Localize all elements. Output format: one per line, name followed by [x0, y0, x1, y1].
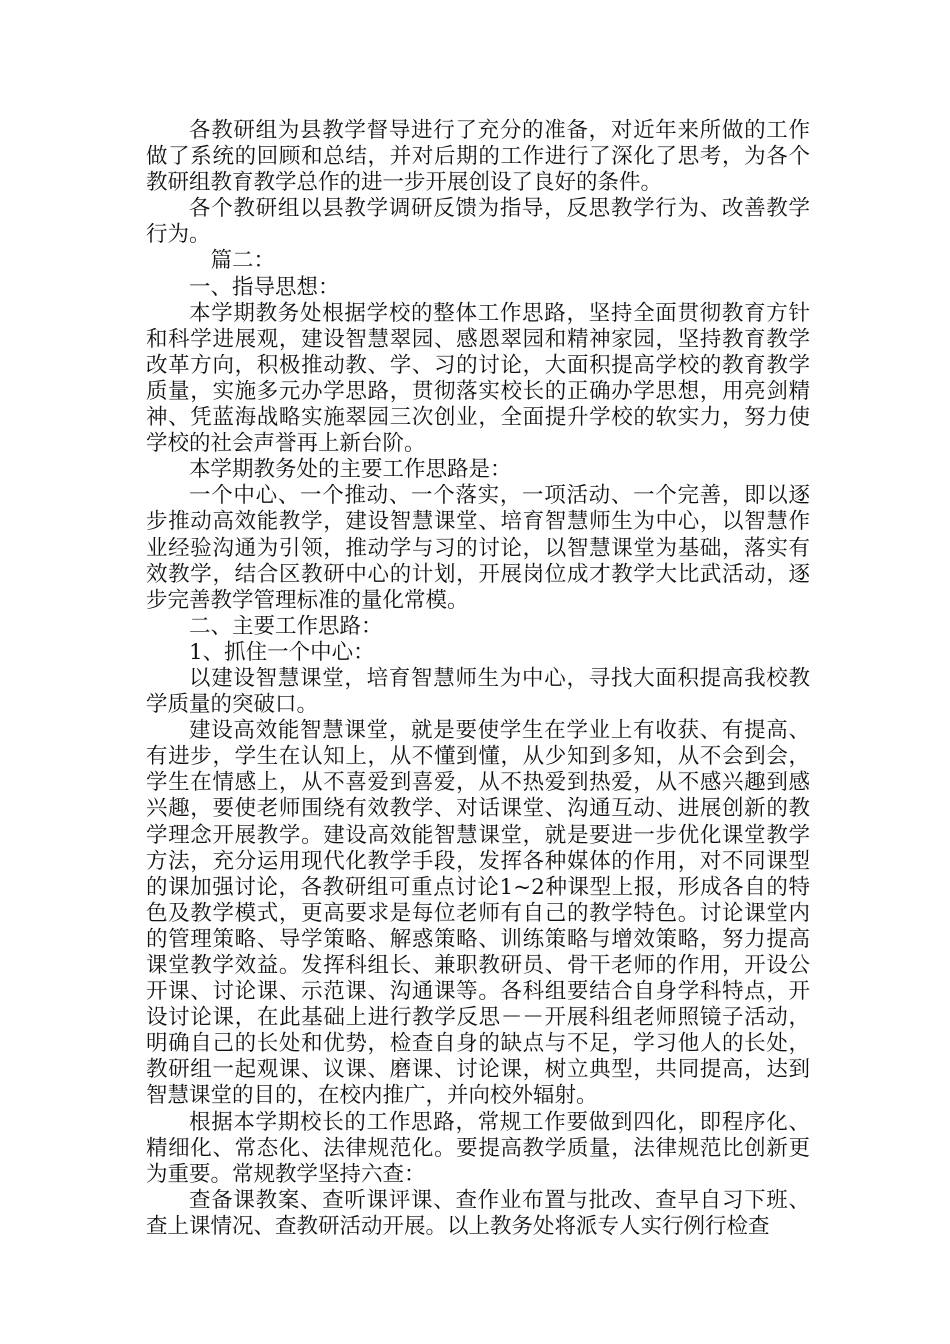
- section-title-part-two: 篇二：: [210, 248, 276, 274]
- heading-one-center: 1、抓住一个中心：: [189, 639, 375, 665]
- paragraph-one-center: 以建设智慧课堂，培育智慧师生为中心，寻找大面积提高我校教学质量的突破口。: [146, 665, 810, 718]
- paragraph-six-checks: 查备课教案、查听课评课、查作业布置与批改、查早自习下班、查上课情况、查教研活动开展。以上教务处将派专人实行例行检查: [146, 1187, 810, 1239]
- heading-guiding-thought: 一、指导思想：: [189, 274, 340, 300]
- paragraph-main-idea: 一个中心、一个推动、一个落实，一项活动、一个完善，即以逐步推动高效能教学，建设智慧课堂、培育智慧师生为中心，以智慧作业经验沟通为引领，推动学与习的讨论，以智慧课堂为基础，落实有效教学，结合区教研中心的计划，开展岗位成才教学大比武活动，逐步完善教学管理标准的量化常模。: [146, 483, 810, 613]
- document-body: [146, 118, 810, 1240]
- paragraph-reflection: 各个教研组以县教学调研反馈为指导，反思教学行为、改善教学行为。: [146, 196, 810, 248]
- paragraph-intro: 各教研组为县教学督导进行了充分的准备，对近年来所做的工作做了系统的回顾和总结，并对后期的工作进行了深化了思考，为各个教研组教育教学总作的进一步开展创设了良好的条件。: [146, 118, 810, 196]
- heading-main-work: 二、主要工作思路：: [189, 613, 383, 639]
- paragraph-smart-classroom: 建设高效能智慧课堂，就是要使学生在学业上有收获、有提高、有进步，学生在认知上，从不懂到懂，从少知到多知，从不会到会，学生在情感上，从不喜爱到喜爱，从不热爱到热爱，从不感兴趣到感兴趣，要使老师围绕有效教学、对话课堂、沟通互动、进展创新的教学理念开展教学。建设高效能智慧课堂，就是要进一步优化课堂教学方法，充分运用现代化教学手段，发挥各种媒体的作用，对不同课型的课加强讨论，各教研组可重点讨论1~2种课型上报，形成各自的特色及教学模式，更高要求是每位老师有自己的教学特色。讨论课堂内的管理策略、导学策略、解惑策略、训练策略与增效策略，努力提高课堂教学效益。发挥科组长、兼职教研员、骨干老师的作用，开设公开课、讨论课、示范课、沟通课等。各科组要结合自身学科特点，开设讨论课，在此基础上进行教学反思－－开展科组老师照镜子活动，明确自己的长处和优势，检查自身的缺点与不足，学习他人的长处，教研组一起观课、议课、磨课、讨论课，树立典型，共同提高，达到智慧课堂的目的，在校内推广，并向校外辐射。: [146, 718, 810, 1109]
- paragraph-guiding-thought: 本学期教务处根据学校的整体工作思路，坚持全面贯彻教育方针和科学进展观，建设智慧翠园、感恩翠园和精神家园，坚持教育教学改革方向，积极推动教、学、习的讨论，大面积提高学校的教育教学质量，实施多元办学思路，贯彻落实校长的正确办学思想，用亮剑精神、凭蓝海战略实施翠园三次创业，全面提升学校的软实力，努力使学校的社会声誉再上新台阶。: [146, 300, 810, 457]
- paragraph-main-idea-intro: 本学期教务处的主要工作思路是：: [189, 457, 512, 483]
- paragraph-routine-work: 根据本学期校长的工作思路，常规工作要做到四化，即程序化、精细化、常态化、法律规范化。要提高教学质量，法律规范比创新更为重要。常规教学坚持六查：: [146, 1109, 810, 1187]
